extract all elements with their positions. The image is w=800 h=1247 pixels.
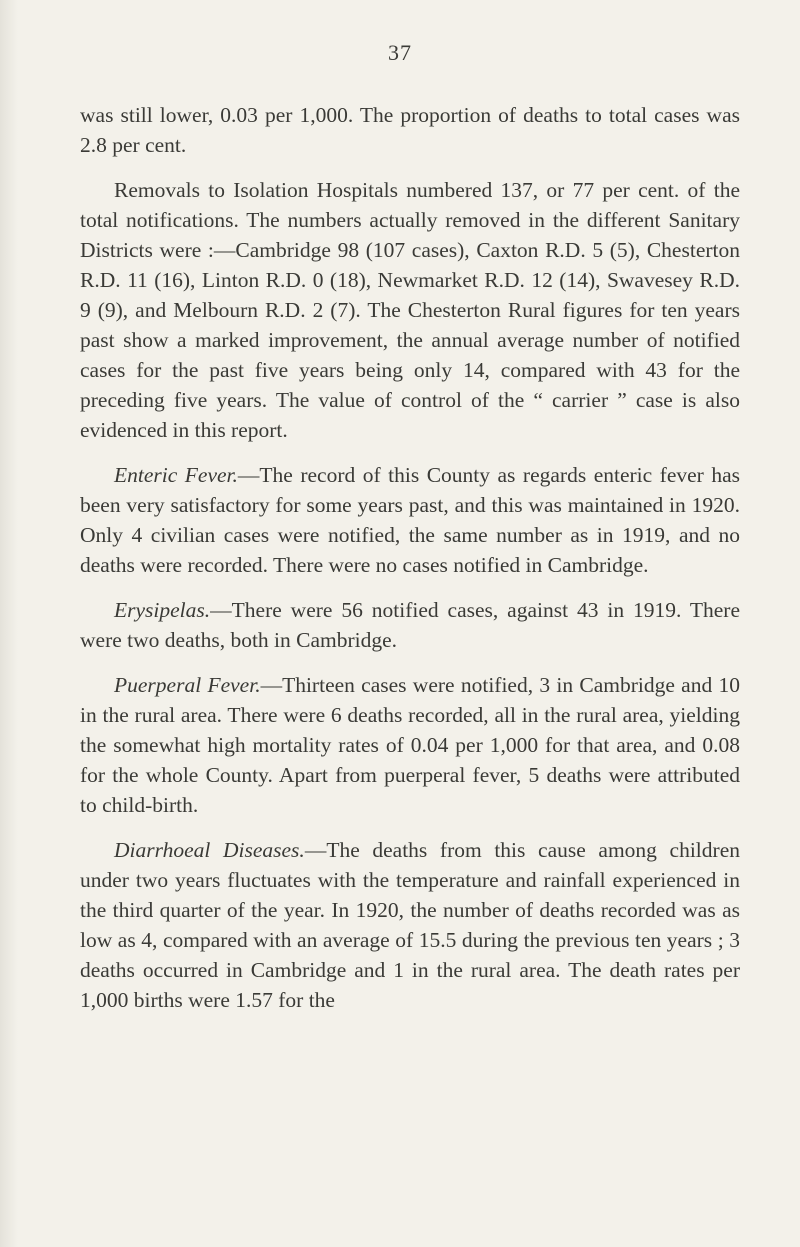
paragraph-text: Removals to Isolation Hospitals numbered 137, or 77 per cent. of the total notifications. The numbers actually removed in the different Sanitary Districts were :—Cambridge 98 (107 cases), Caxton R.D. 5 (5), Chesterton R.D. 11 (16), Linton R.D. 0 (18), Newmarket R.D. 12 (14), Swavesey R.D. 9 (9), and Melbourn R.D. 2 (7). The Chesterton Rural figures for ten years past show a marked improvement, the annual average number of notified cases for the past five years being only 14, compared with 43 for the preceding five years. The value of control of the “ carrier ” case is also evidenced in this report. [80, 178, 740, 442]
section-heading: Enteric Fever. [114, 463, 238, 487]
paragraph-text: —Thirteen cases were notified, 3 in Cambridge and 10 in the rural area. There were 6 deaths recorded, all in the rural area, yielding the somewhat high mortality rates of 0.04 per 1,000 for that area, and 0.08 for the whole County. Apart from puerperal fever, 5 deaths were attributed to child-birth. [80, 673, 740, 817]
section-heading: Puerperal Fever. [114, 673, 261, 697]
page-edge-shadow [0, 0, 18, 1247]
paragraph-erysipelas [80, 595, 740, 655]
paragraph-removals [80, 175, 740, 445]
paragraph-text: —The record of this County as regards enteric fever has been very satisfactory for some years past, and this was maintained in 1920. Only 4 civilian cases were notified, the same number as in 1919, and no deaths were recorded. There were no cases notified in Cambridge. [80, 463, 740, 577]
paragraph-text: —The deaths from this cause among children under two years fluctuates with the temperature and rainfall experienced in the third quarter of the year. In 1920, the number of deaths recorded was as low as 4, compared with an average of 15.5 during the previous ten years ; 3 deaths occurred in Cambridge and 1 in the rural area. The death rates per 1,000 births were 1.57 for the [80, 838, 740, 1012]
paragraph-puerperal-fever [80, 670, 740, 820]
paragraph-diarrhoeal-diseases [80, 835, 740, 1015]
section-heading: Diarrhoeal Diseases. [114, 838, 305, 862]
section-heading: Erysipelas. [114, 598, 211, 622]
paragraph-continuation [80, 100, 740, 160]
paragraph-text: was still lower, 0.03 per 1,000. The proportion of deaths to total cases was 2.8 per cent. [80, 103, 740, 157]
paragraph-text: —There were 56 notified cases, against 43 in 1919. There were two deaths, both in Cambridge. [80, 598, 740, 652]
paragraph-enteric-fever [80, 460, 740, 580]
page-number: 37 [388, 40, 412, 65]
body-text [80, 100, 740, 1030]
